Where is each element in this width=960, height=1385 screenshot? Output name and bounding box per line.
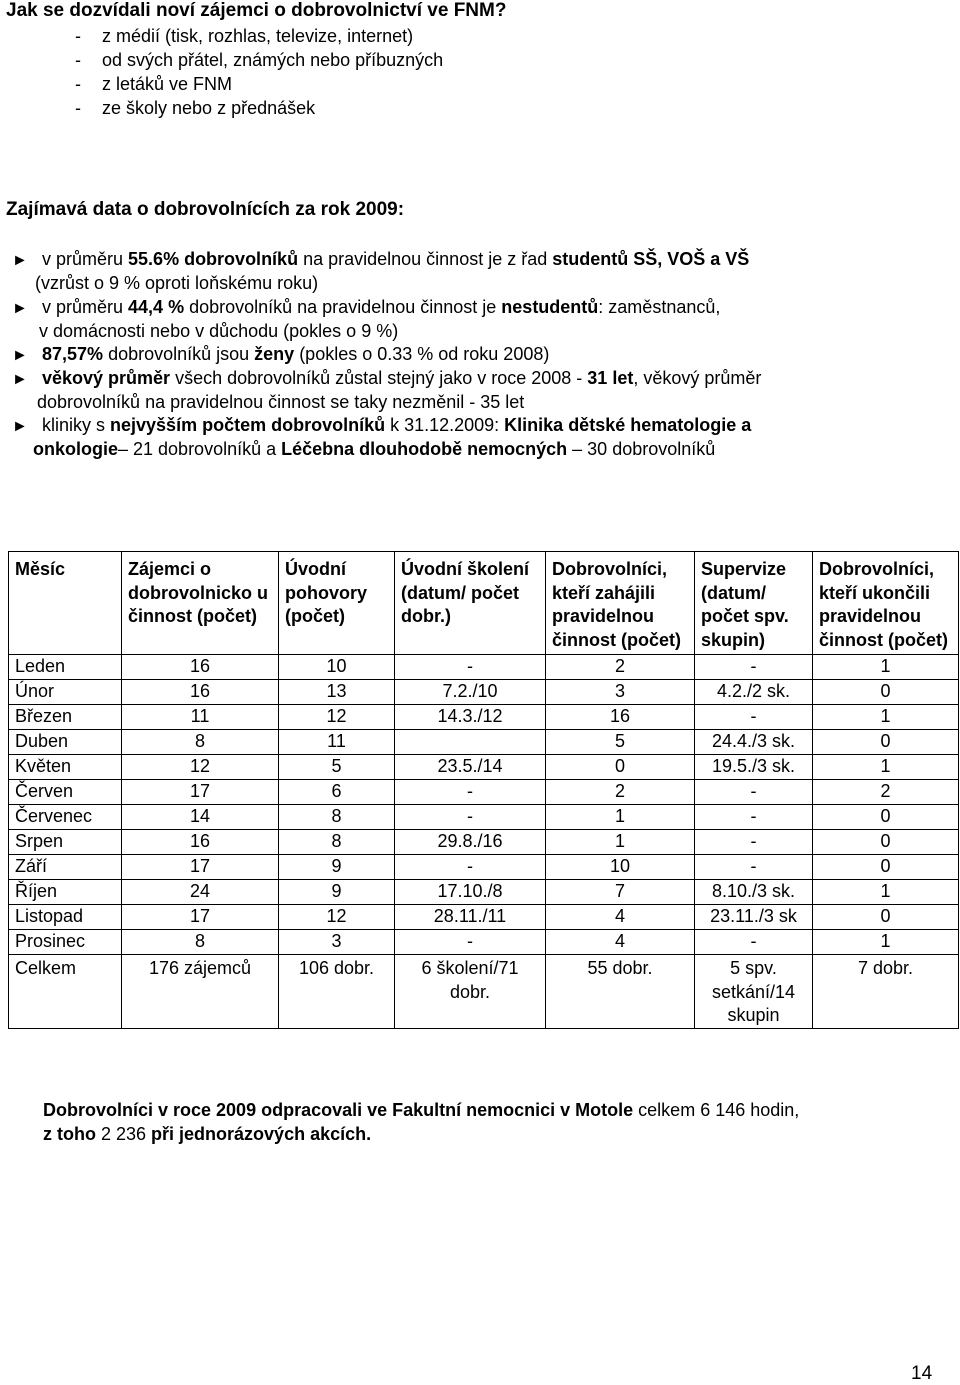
fact-2: ► v průměru 44,4 % dobrovolníků na pravidelnou činnost je nestudentů: zaměstnanců,: [12, 296, 720, 320]
table-cell: -: [395, 855, 546, 880]
table-cell: 0: [813, 830, 959, 855]
fact-3: ► 87,57% dobrovolníků jsou ženy (pokles o 0.33 % od roku 2008): [12, 343, 549, 367]
dash-bullet: -: [75, 50, 81, 70]
table-cell: 17.10./8: [395, 880, 546, 905]
table-cell: -: [695, 830, 813, 855]
fact-2-line2: v domácnosti nebo v důchodu (pokles o 9 %): [39, 321, 399, 341]
table-row: [9, 730, 959, 755]
table-cell: 1: [813, 655, 959, 680]
table-cell: 1: [813, 880, 959, 905]
table-row: [9, 655, 959, 680]
table-row: [9, 780, 959, 805]
table-cell: 2: [813, 780, 959, 805]
table-cell: 1: [813, 705, 959, 730]
table-cell: 5: [279, 755, 395, 780]
table-cell: 1: [813, 930, 959, 955]
table-cell: 4.2./2 sk.: [695, 680, 813, 705]
table-cell: 9: [279, 855, 395, 880]
dash-bullet: -: [75, 74, 81, 94]
month-cell: Říjen: [9, 880, 122, 905]
table-cell: -: [695, 780, 813, 805]
table-total-row: [9, 955, 959, 1029]
total-cell: 176 zájemců: [122, 955, 279, 1029]
month-cell: Červen: [9, 780, 122, 805]
table-row: [9, 905, 959, 930]
table-cell: 2: [546, 655, 695, 680]
table-cell: 0: [813, 905, 959, 930]
dash-bullet: -: [75, 98, 81, 118]
total-cell: 5 spv. setkání/14 skupin: [695, 955, 813, 1029]
month-cell: Duben: [9, 730, 122, 755]
total-cell: 6 školení/71 dobr.: [395, 955, 546, 1029]
table-cell: 0: [813, 730, 959, 755]
arrow-icon: ►: [12, 371, 28, 388]
table-cell: 7: [546, 880, 695, 905]
arrow-icon: ►: [12, 347, 28, 364]
table-cell: 16: [122, 830, 279, 855]
table-cell: 12: [279, 905, 395, 930]
month-cell: Srpen: [9, 830, 122, 855]
table-cell: 8: [122, 930, 279, 955]
table-cell: [395, 730, 546, 755]
table-cell: 11: [122, 705, 279, 730]
table-row: [9, 880, 959, 905]
arrow-icon: ►: [12, 300, 28, 317]
source-item: - z médií (tisk, rozhlas, televize, internet): [75, 26, 414, 46]
month-cell: Prosinec: [9, 930, 122, 955]
table-cell: 8: [279, 830, 395, 855]
table-cell: 6: [279, 780, 395, 805]
table-cell: 29.8./16: [395, 830, 546, 855]
table-header-cell: Dobrovolníci, kteří zahájili pravidelnou činnost (počet): [546, 552, 695, 655]
table-cell: 10: [279, 655, 395, 680]
table-cell: 3: [546, 680, 695, 705]
table-cell: 16: [122, 655, 279, 680]
table-cell: 10: [546, 855, 695, 880]
month-cell: Leden: [9, 655, 122, 680]
table-cell: 16: [122, 680, 279, 705]
table-row: [9, 705, 959, 730]
table-cell: 8.10./3 sk.: [695, 880, 813, 905]
total-label-cell: Celkem: [9, 955, 122, 1029]
table-cell: 0: [813, 805, 959, 830]
table-cell: 23.11./3 sk: [695, 905, 813, 930]
fact-1-line2: (vzrůst o 9 % oproti loňskému roku): [35, 273, 319, 293]
table-cell: 28.11./11: [395, 905, 546, 930]
month-cell: Červenec: [9, 805, 122, 830]
table-cell: 1: [813, 755, 959, 780]
table-row: [9, 930, 959, 955]
table-cell: 1: [546, 830, 695, 855]
table-cell: 12: [122, 755, 279, 780]
table-cell: -: [695, 705, 813, 730]
table-cell: 9: [279, 880, 395, 905]
month-cell: Listopad: [9, 905, 122, 930]
table-cell: -: [395, 655, 546, 680]
table-row: [9, 830, 959, 855]
source-item: - ze školy nebo z přednášek: [75, 98, 316, 118]
table-header-cell: Dobrovolníci, kteří ukončili pravidelnou činnost (počet): [813, 552, 959, 655]
fact-1: ► v průměru 55.6% dobrovolníků na pravidelnou činnost je z řad studentů SŠ, VOŠ a VŠ: [12, 248, 749, 272]
month-cell: Únor: [9, 680, 122, 705]
table-cell: -: [395, 930, 546, 955]
fact-5: ► kliniky s nejvyšším počtem dobrovolníků k 31.12.2009: Klinika dětské hematologie a: [12, 414, 751, 438]
table-cell: 17: [122, 855, 279, 880]
table-header-cell: Zájemci o dobrovolnicko u činnost (počet): [122, 552, 279, 655]
table-cell: 0: [546, 755, 695, 780]
table-row: [9, 855, 959, 880]
source-item: - od svých přátel, známých nebo příbuzných: [75, 50, 444, 70]
table-cell: -: [395, 780, 546, 805]
table-cell: 4: [546, 930, 695, 955]
table-row: [9, 805, 959, 830]
table-row: [9, 680, 959, 705]
table-cell: 24.4./3 sk.: [695, 730, 813, 755]
month-cell: Září: [9, 855, 122, 880]
page-number: 14: [911, 1363, 933, 1384]
table-cell: -: [395, 805, 546, 830]
table-header-row: [9, 552, 959, 655]
arrow-icon: ►: [12, 252, 28, 269]
fact-5-line2: onkologie– 21 dobrovolníků a Léčebna dlouhodobě nemocných – 30 dobrovolníků: [33, 439, 716, 459]
table-cell: 12: [279, 705, 395, 730]
table-cell: 8: [279, 805, 395, 830]
table-row: [9, 755, 959, 780]
table-header-cell: Úvodní pohovory (počet): [279, 552, 395, 655]
table-cell: 5: [546, 730, 695, 755]
table-header-cell: Úvodní školení (datum/ počet dobr.): [395, 552, 546, 655]
summary: Dobrovolníci v roce 2009 odpracovali ve Fakultní nemocnici v Motole celkem 6 146 hodin, z toho 2 236 při jednorázových akcích.: [43, 1100, 800, 1144]
table-cell: 24: [122, 880, 279, 905]
table-cell: 13: [279, 680, 395, 705]
total-cell: 7 dobr.: [813, 955, 959, 1029]
table-header-cell: Měsíc: [9, 552, 122, 655]
month-cell: Březen: [9, 705, 122, 730]
table-cell: -: [695, 805, 813, 830]
total-cell: 55 dobr.: [546, 955, 695, 1029]
source-item: - z letáků ve FNM: [75, 74, 233, 94]
fact-4-line2: dobrovolníků na pravidelnou činnost se taky nezměnil - 35 let: [37, 392, 525, 412]
table-cell: -: [695, 655, 813, 680]
table-cell: -: [695, 930, 813, 955]
arrow-icon: ►: [12, 418, 28, 435]
table-cell: 17: [122, 905, 279, 930]
table-cell: 3: [279, 930, 395, 955]
table-cell: 16: [546, 705, 695, 730]
table-cell: 14: [122, 805, 279, 830]
total-cell: 106 dobr.: [279, 955, 395, 1029]
table-cell: 8: [122, 730, 279, 755]
table-cell: 23.5./14: [395, 755, 546, 780]
table-cell: 11: [279, 730, 395, 755]
table-cell: 14.3./12: [395, 705, 546, 730]
table-cell: 4: [546, 905, 695, 930]
volunteer-table: [8, 551, 959, 1029]
fact-4: ► věkový průměr všech dobrovolníků zůstal stejný jako v roce 2008 - 31 let, věkový průměr: [12, 367, 761, 391]
table-cell: 19.5./3 sk.: [695, 755, 813, 780]
dash-bullet: -: [75, 26, 81, 46]
table-cell: 0: [813, 855, 959, 880]
table-cell: 2: [546, 780, 695, 805]
table-cell: 7.2./10: [395, 680, 546, 705]
table-cell: 17: [122, 780, 279, 805]
month-cell: Květen: [9, 755, 122, 780]
facts-heading: Zajímavá data o dobrovolnících za rok 2009:: [6, 199, 405, 220]
table-cell: -: [695, 855, 813, 880]
intro-title: Jak se dozvídali noví zájemci o dobrovolnictví ve FNM?: [6, 0, 507, 21]
table-cell: 1: [546, 805, 695, 830]
table-cell: 0: [813, 680, 959, 705]
table-header-cell: Supervize (datum/ počet spv. skupin): [695, 552, 813, 655]
